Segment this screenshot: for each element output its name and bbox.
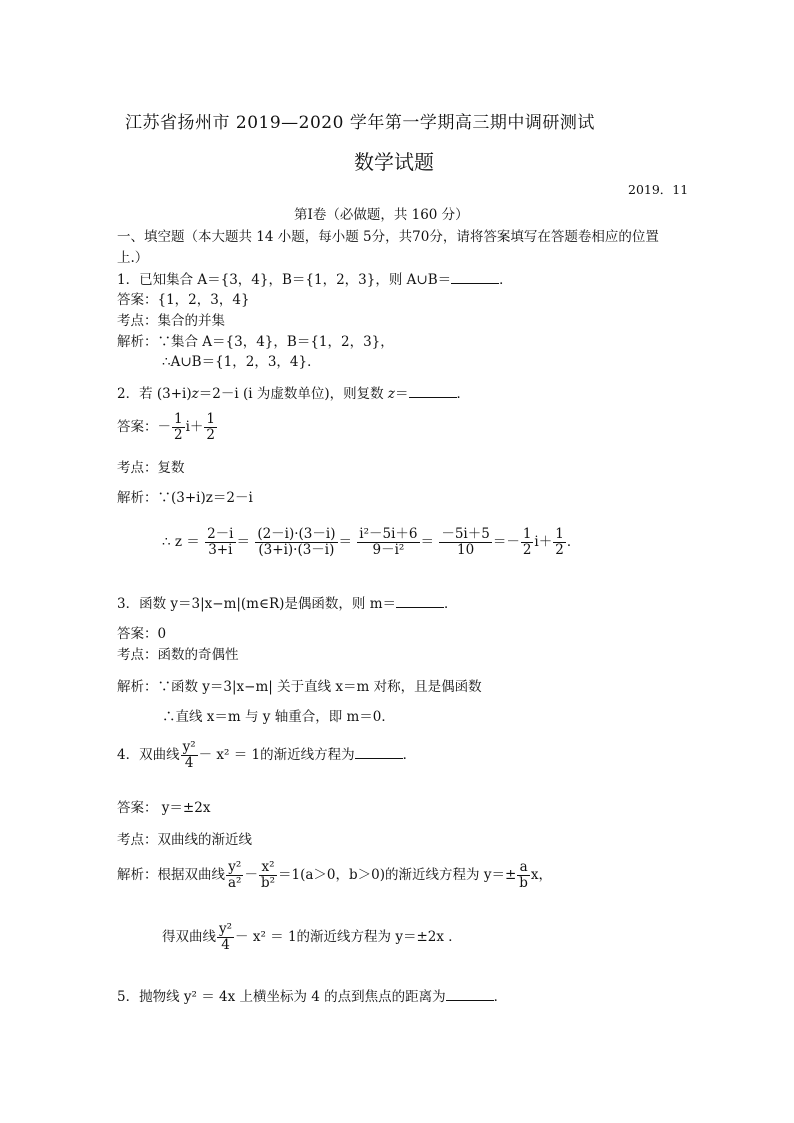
q1-analysis-1: 解析：∵集合 A＝{3，4}，B＝{1，2，3}， bbox=[117, 334, 394, 350]
q4-question: 4．双曲线 $\frac{\text{y²}}{4}$ － x² ＝ 1的渐近线方程为 ． bbox=[117, 739, 417, 771]
q2-lead: ∴ z ＝ bbox=[162, 534, 200, 550]
answer-blank bbox=[355, 747, 403, 759]
q3-answer: 答案：0 bbox=[117, 626, 167, 642]
fraction: $\frac{-5i+5}{10}$ bbox=[441, 526, 490, 558]
q3-question-text: 3．函数 y＝3|x−m|(m∈R)是偶函数，则 m＝ bbox=[117, 596, 397, 612]
q2-answer-minus: － bbox=[157, 419, 171, 435]
page-subtitle: 数学试题 bbox=[354, 150, 434, 174]
page-title: 江苏省扬州市 2019—2020 学年第一学期高三期中调研测试 bbox=[125, 113, 595, 133]
answer-blank bbox=[396, 596, 444, 608]
fraction: $\frac{1}{2}$ bbox=[206, 411, 216, 443]
fraction: $\frac{\text{y²}}{\text{a²}}$ bbox=[228, 859, 242, 891]
q4-analysis2-a: 得双曲线 bbox=[162, 929, 216, 945]
answer-blank bbox=[451, 272, 499, 284]
q2-answer-label: 答案： bbox=[117, 419, 158, 435]
fraction: $\frac{1}{2}$ bbox=[555, 526, 564, 558]
q2-q-part-d: ＝ bbox=[395, 386, 409, 402]
q2-q-var-2: z bbox=[387, 386, 396, 402]
fraction: $\frac{\text{y²}}{4}$ bbox=[219, 921, 233, 953]
q4-analysis-c: x， bbox=[530, 867, 553, 883]
q1-question-text: 1．已知集合 A＝{3，4}，B＝{1，2，3}，则 A∪B＝ bbox=[117, 272, 452, 288]
date: 2019．11 bbox=[628, 182, 689, 197]
section-heading: 第Ⅰ卷（必做题，共 160 分） bbox=[294, 207, 469, 223]
q4-q-part-b: － x² ＝ 1的渐近线方程为 bbox=[198, 747, 355, 763]
section-intro-line1: 一、填空题（本大题共 14 小题，每小题 5分，共70分，请将答案填写在答题卷相应的位置 bbox=[117, 229, 659, 245]
q3-analysis-1: 解析：∵函数 y＝3|x−m| 关于直线 x＝m 对称，且是偶函数 bbox=[117, 679, 482, 695]
q3-point: 考点：函数的奇偶性 bbox=[117, 647, 239, 663]
fraction: $\frac{a}{b}$ bbox=[519, 859, 528, 891]
q5-question: 5．抛物线 y² ＝ 4x 上横坐标为 4 的点到焦点的距离为 ． bbox=[117, 989, 508, 1005]
q4-analysis-a: 解析：根据双曲线 bbox=[117, 867, 225, 883]
answer-blank bbox=[409, 386, 457, 398]
q2-question: 2．若 (3+i)z＝2－i (i 为虚数单位)，则复数 z＝ ． bbox=[117, 386, 471, 402]
q4-analysis-2 bbox=[162, 922, 462, 953]
q2-answer bbox=[117, 412, 218, 443]
fraction: $\frac{1}{2}$ bbox=[174, 411, 183, 443]
q2-analysis-1: 解析：∵(3+i)z＝2－i bbox=[117, 490, 253, 506]
q2-q-part-a: 2．若 (3+i) bbox=[117, 386, 192, 402]
fraction: $\frac{1}{2}$ bbox=[522, 526, 532, 558]
q4-analysis-1: 解析：根据双曲线 $\frac{\text{y²}}{\text{a²}}$ － $\frac{\text{x²}}{\text{b²}}$ ＝1(a＞0，b＞0)的渐近线方程为 y＝± $\frac{a}{b}$ x， bbox=[117, 859, 553, 891]
answer-blank bbox=[446, 989, 494, 1001]
q2-answer-mid: i＋ bbox=[185, 419, 204, 435]
q2-q-part-b: ＝2－i (i 为虚数单位)，则复数 bbox=[198, 386, 384, 402]
fraction: $\frac{\text{i²－5i＋6}}{\text{9－i²}}$ bbox=[359, 526, 418, 558]
q1-question: 1．已知集合 A＝{3，4}，B＝{1，2，3}，则 A∪B＝ ． bbox=[117, 272, 513, 288]
q5-question-text: 5．抛物线 y² ＝ 4x 上横坐标为 4 的点到焦点的距离为 bbox=[117, 989, 446, 1005]
q1-point: 考点：集合的并集 bbox=[117, 313, 225, 329]
fraction: $\frac{\text{y²}}{4}$ bbox=[182, 739, 196, 771]
q2-point: 考点：复数 bbox=[117, 460, 185, 476]
q1-answer: 答案：{1，2，3，4} bbox=[117, 292, 250, 308]
q3-analysis-2: ∴直线 x＝m 与 y 轴重合，即 m＝0． bbox=[162, 709, 395, 725]
q4-answer: 答案： y＝±2x bbox=[117, 800, 211, 816]
q2-analysis-2: ∴ z ＝ $\frac{2-i}{3+i}$ ＝ $\frac{(2-i)\cdot(3-i)}{(3+i)\cdot(3-i)}$ ＝ $\frac{\text{i²－5i＋6}}{\text{9－i²}}$ ＝ $\frac{-5i+5}{10}$ ＝－ $\frac{1}{2}$ i＋ $\frac{1}{2}$ ． bbox=[162, 526, 581, 558]
q4-analysis-b: ＝1(a＞0，b＞0)的渐近线方程为 y＝± bbox=[278, 867, 517, 883]
q2-q-var: z bbox=[191, 386, 199, 402]
fraction: $\frac{(2-i)\cdot(3-i)}{(3+i)\cdot(3-i)}$ bbox=[257, 526, 336, 558]
q4-q-part-a: 4．双曲线 bbox=[117, 747, 180, 763]
q4-point: 考点：双曲线的渐近线 bbox=[117, 832, 252, 848]
section-intro-line2: 上.） bbox=[117, 250, 149, 266]
fraction: $\frac{\text{x²}}{\text{b²}}$ bbox=[260, 859, 276, 891]
q1-analysis-2: ∴A∪B＝{1，2，3，4}． bbox=[162, 354, 321, 370]
fraction: $\frac{2-i}{3+i}$ bbox=[207, 526, 234, 558]
q3-question: 3．函数 y＝3|x−m|(m∈R)是偶函数，则 m＝ ． bbox=[117, 596, 458, 612]
q4-analysis2-b: － x² ＝ 1的渐近线方程为 y＝±2x ． bbox=[235, 929, 462, 945]
